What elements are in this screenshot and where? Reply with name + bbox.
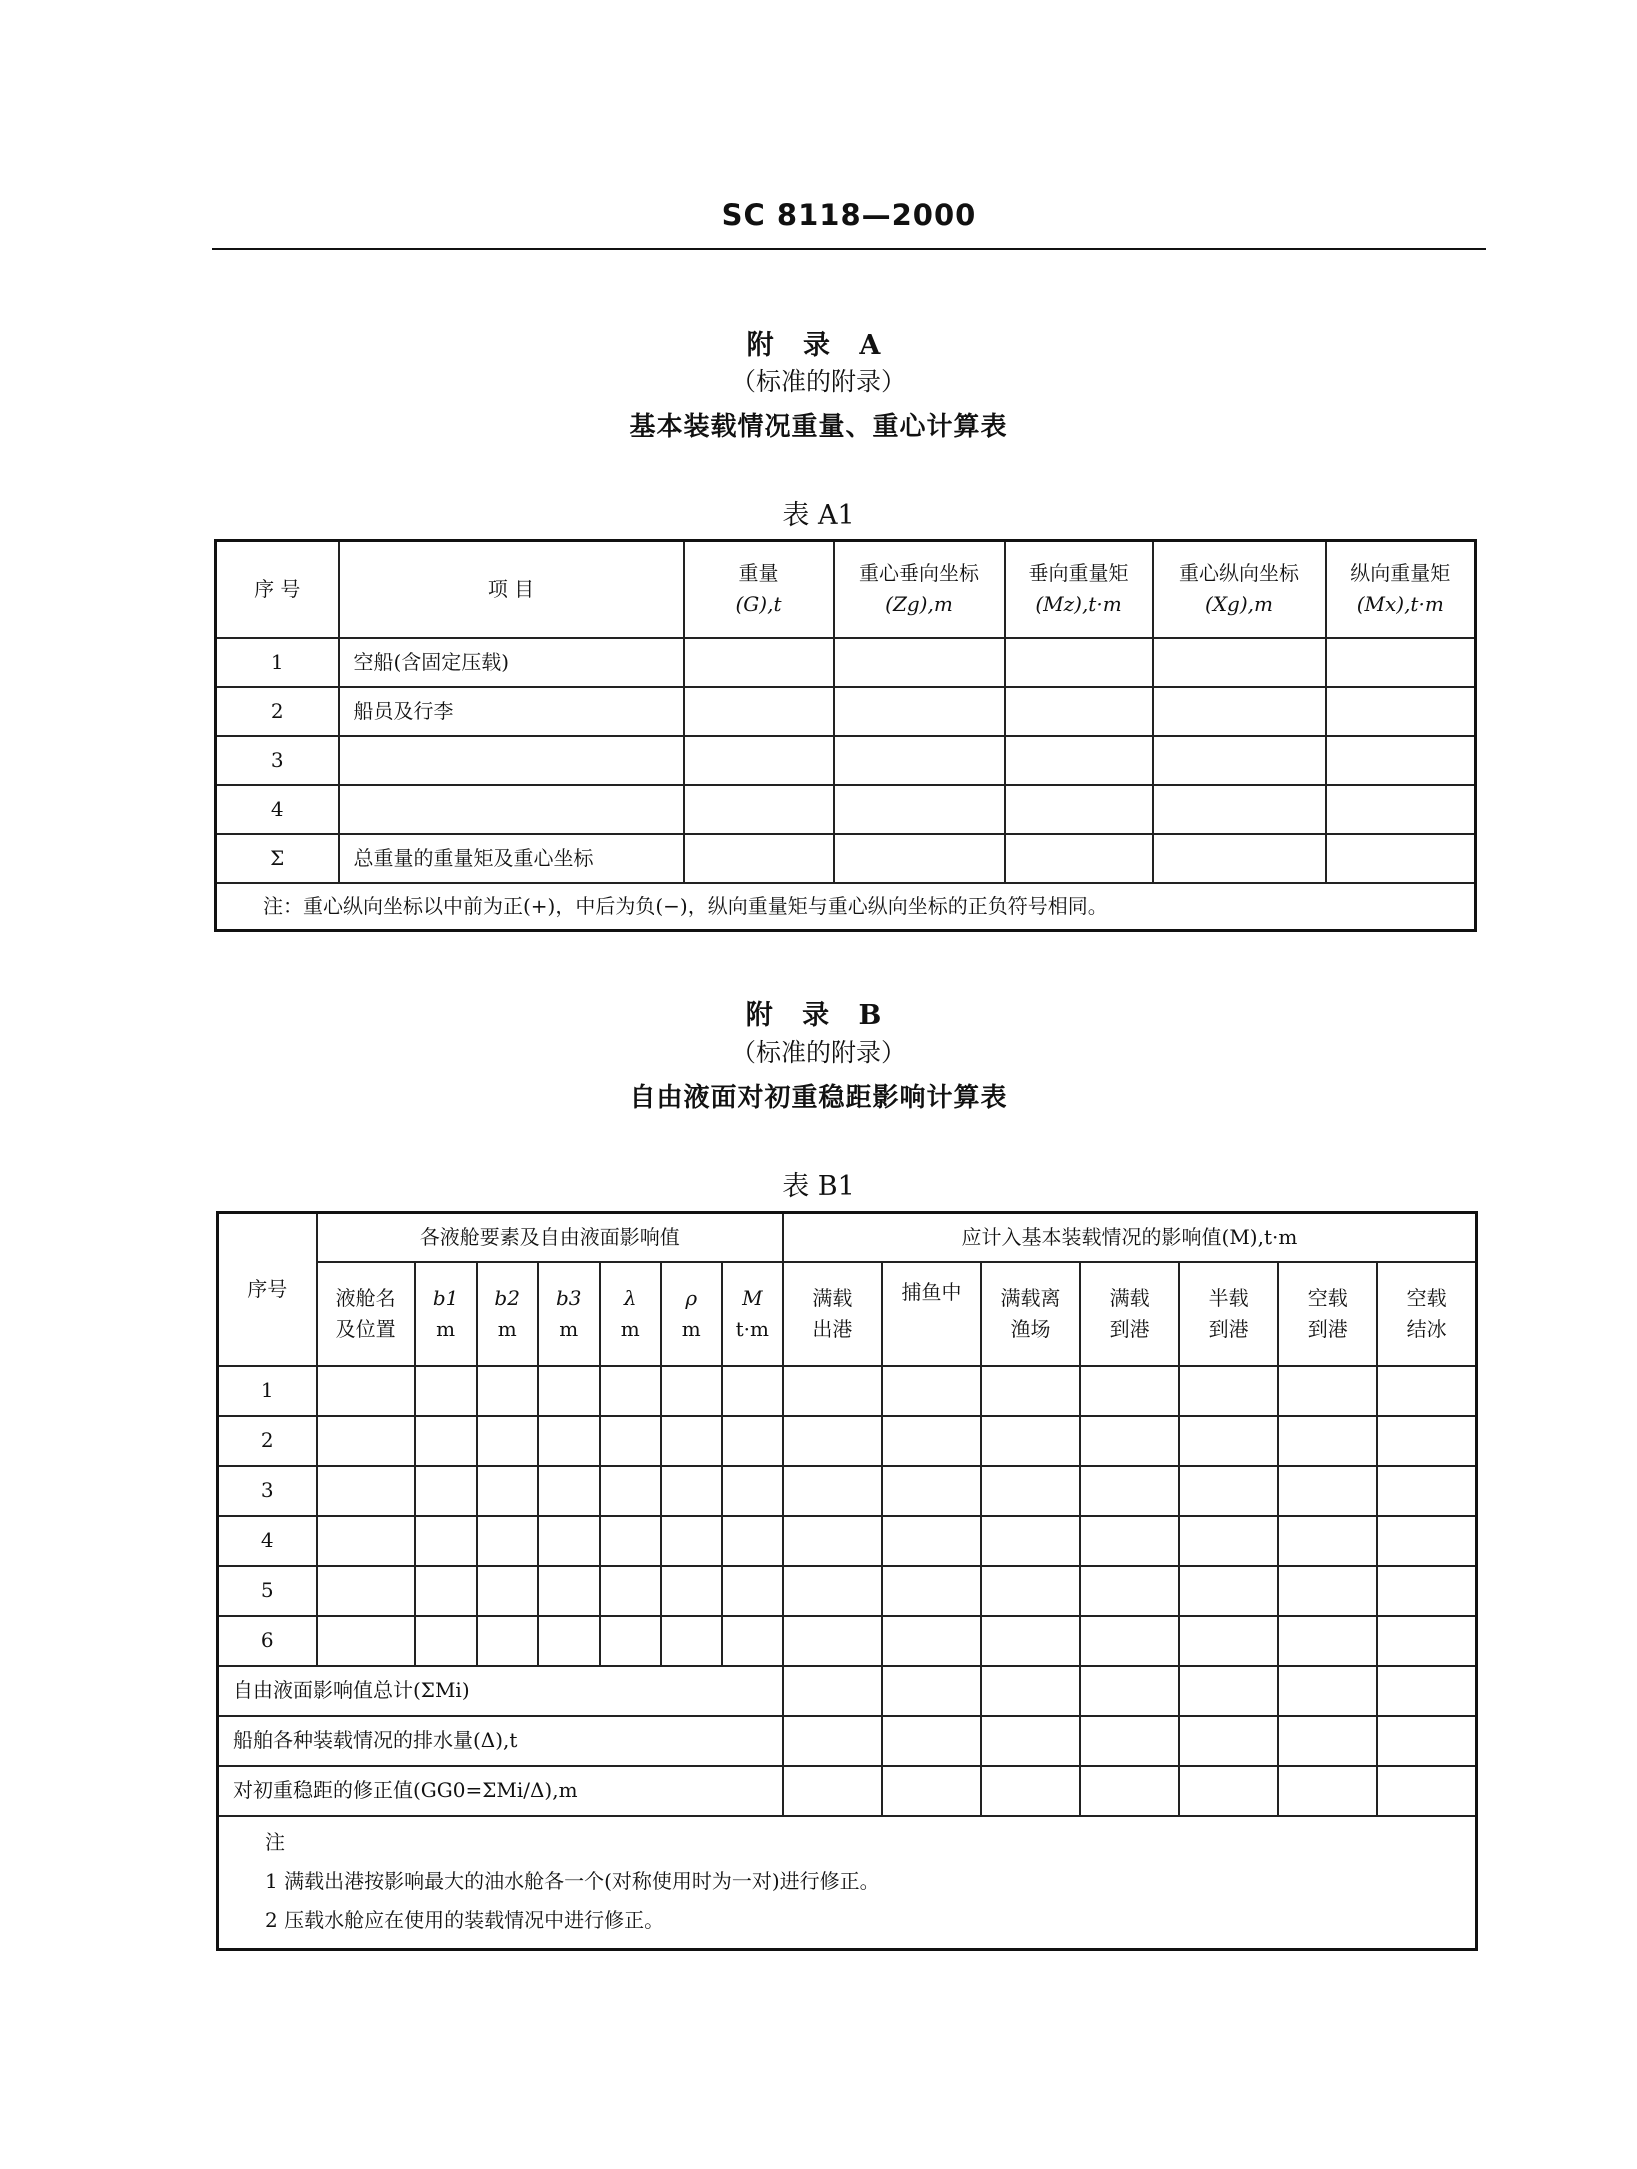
header-b2 (477, 1262, 538, 1366)
header-rho (661, 1262, 722, 1366)
header-condition (1080, 1262, 1179, 1366)
cell (538, 1516, 600, 1566)
summary-row (218, 1716, 1477, 1766)
cell (1278, 1516, 1377, 1566)
cell (1179, 1466, 1278, 1516)
cell (1080, 1766, 1179, 1816)
appendix-b-title: 自由液面对初重稳距影响计算表 (629, 1083, 1008, 1113)
row-seq: Σ (216, 834, 339, 883)
cell (1179, 1566, 1278, 1616)
appendix-b-subtitle: （标准的附录） (730, 1038, 906, 1067)
table-b1-group-header (218, 1213, 1477, 1262)
table-row (218, 1566, 1477, 1616)
cell (882, 1366, 981, 1416)
cell (1153, 638, 1326, 687)
cell (981, 1416, 1080, 1466)
header-rho-symbol: ρ (685, 1285, 698, 1310)
cell (882, 1766, 981, 1816)
cell (722, 1516, 783, 1566)
cell (882, 1566, 981, 1616)
cell (1278, 1366, 1377, 1416)
header-moment-symbol: M (742, 1285, 763, 1310)
header-vcg-label: 重心垂向坐标 (859, 561, 979, 586)
cell (415, 1466, 477, 1516)
row-seq: 2 (218, 1416, 317, 1466)
header-vcg (834, 541, 1005, 638)
cell (1153, 834, 1326, 883)
cell (1005, 834, 1153, 883)
header-lcg-label: 重心纵向坐标 (1179, 561, 1299, 586)
table-row (218, 1616, 1477, 1666)
cell (415, 1566, 477, 1616)
header-weight-unit: (G),t (735, 592, 782, 617)
cell (783, 1516, 882, 1566)
header-condition (783, 1262, 882, 1366)
cell (981, 1616, 1080, 1666)
table-row (216, 687, 1476, 736)
header-condition (1179, 1262, 1278, 1366)
row-seq: 4 (218, 1516, 317, 1566)
cell (882, 1466, 981, 1516)
cell (1080, 1716, 1179, 1766)
appendix-b-label: 附 录 B (745, 1000, 892, 1031)
header-b3 (538, 1262, 600, 1366)
table-row-total (216, 834, 1476, 883)
row-seq: 3 (216, 736, 339, 785)
cell (1179, 1716, 1278, 1766)
table-b1-body (218, 1366, 1477, 1666)
cell (981, 1366, 1080, 1416)
cell (1080, 1616, 1179, 1666)
cell (1080, 1466, 1179, 1516)
table-row (216, 638, 1476, 687)
table-a1-header-row (216, 541, 1476, 638)
cell (783, 1366, 882, 1416)
cell (684, 736, 834, 785)
cell (1153, 736, 1326, 785)
cell (783, 1466, 882, 1516)
cell (477, 1416, 538, 1466)
cell (1278, 1466, 1377, 1516)
cell (477, 1516, 538, 1566)
header-condition-line2: 渔场 (1010, 1316, 1051, 1341)
table-a1-note-row (216, 883, 1476, 931)
cell (661, 1516, 722, 1566)
header-longitudinal-moment (1326, 541, 1476, 638)
cell (1377, 1466, 1476, 1516)
header-tank (317, 1262, 415, 1366)
table-row (218, 1516, 1477, 1566)
cell (1005, 687, 1153, 736)
cell (834, 687, 1005, 736)
appendix-a-subtitle: （标准的附录） (730, 367, 906, 396)
header-weight-label: 重量 (738, 561, 779, 586)
header-b1-symbol: b1 (432, 1285, 459, 1310)
cell (477, 1566, 538, 1616)
cell (882, 1616, 981, 1666)
header-item: 项 目 (339, 541, 684, 638)
cell (1005, 638, 1153, 687)
summary-label: 对初重稳距的修正值(GG0=ΣMi/Δ),m (218, 1766, 783, 1816)
header-b2-unit: m (497, 1316, 517, 1341)
header-b3-unit: m (559, 1316, 579, 1341)
cell (722, 1366, 783, 1416)
header-vcg-unit: (Zg),m (885, 592, 953, 617)
cell (783, 1416, 882, 1466)
cell (1080, 1416, 1179, 1466)
header-b1-unit: m (436, 1316, 456, 1341)
row-seq: 1 (216, 638, 339, 687)
cell (1179, 1516, 1278, 1566)
header-condition-line1: 满载 (812, 1285, 853, 1310)
cell (317, 1566, 415, 1616)
header-weight (684, 541, 834, 638)
cell (538, 1466, 600, 1516)
header-seq: 序 号 (216, 541, 339, 638)
header-influence-group: 应计入基本装载情况的影响值(M),t·m (783, 1213, 1477, 1262)
table-row (216, 736, 1476, 785)
cell (1080, 1516, 1179, 1566)
header-condition (882, 1262, 981, 1366)
cell (538, 1416, 600, 1466)
table-b1-notes-row (218, 1816, 1477, 1950)
row-item: 空船(含固定压载) (339, 638, 684, 687)
header-tank-label2: 及位置 (335, 1316, 396, 1341)
row-seq: 1 (218, 1366, 317, 1416)
cell (1278, 1716, 1377, 1766)
summary-label: 船舶各种装载情况的排水量(Δ),t (218, 1716, 783, 1766)
cell (1179, 1366, 1278, 1416)
cell (684, 834, 834, 883)
header-condition (981, 1262, 1080, 1366)
row-item: 船员及行李 (339, 687, 684, 736)
table-a1-caption: 表 A1 (782, 500, 855, 531)
cell (1377, 1666, 1476, 1716)
cell (722, 1616, 783, 1666)
header-vertical-moment (1005, 541, 1153, 638)
header-condition-line2: 出港 (812, 1316, 853, 1341)
cell (684, 638, 834, 687)
page-header (212, 196, 1486, 250)
table-b1-notes (218, 1816, 1477, 1950)
cell (600, 1466, 661, 1516)
appendix-a-label: 附 录 A (746, 330, 891, 361)
cell (1377, 1766, 1476, 1816)
header-condition-line1: 满载 (1109, 1285, 1150, 1310)
header-rho-unit: m (681, 1316, 701, 1341)
table-a1 (214, 539, 1477, 932)
header-lambda (600, 1262, 661, 1366)
row-seq: 4 (216, 785, 339, 834)
header-b3-symbol: b3 (555, 1285, 582, 1310)
cell (1278, 1566, 1377, 1616)
cell (684, 785, 834, 834)
cell (684, 687, 834, 736)
cell (661, 1466, 722, 1516)
cell (415, 1416, 477, 1466)
header-longitudinal-moment-label: 纵向重量矩 (1350, 561, 1451, 586)
header-condition-line1: 半载 (1208, 1285, 1249, 1310)
cell (600, 1566, 661, 1616)
summary-label: 自由液面影响值总计(ΣMi) (218, 1666, 783, 1716)
cell (834, 834, 1005, 883)
standard-code: SC 8118—2000 (721, 198, 977, 232)
cell (783, 1616, 882, 1666)
cell (1179, 1416, 1278, 1466)
cell (1179, 1766, 1278, 1816)
cell (477, 1366, 538, 1416)
cell (981, 1766, 1080, 1816)
cell (981, 1516, 1080, 1566)
cell (1278, 1616, 1377, 1666)
cell (600, 1366, 661, 1416)
cell (834, 638, 1005, 687)
note-item: 2 压载水舱应在使用的装载情况中进行修正。 (265, 1907, 665, 1932)
cell (882, 1416, 981, 1466)
header-lambda-unit: m (620, 1316, 640, 1341)
header-condition-line2: 到港 (1208, 1316, 1249, 1341)
cell (981, 1716, 1080, 1766)
cell (415, 1616, 477, 1666)
header-condition-line2: 到港 (1307, 1316, 1348, 1341)
appendix-a-title: 基本装载情况重量、重心计算表 (629, 412, 1008, 442)
cell (1153, 687, 1326, 736)
cell (661, 1366, 722, 1416)
cell (783, 1716, 882, 1766)
cell (661, 1616, 722, 1666)
cell (1080, 1366, 1179, 1416)
cell (317, 1616, 415, 1666)
row-item: 总重量的重量矩及重心坐标 (339, 834, 684, 883)
cell (1326, 834, 1476, 883)
cell (600, 1516, 661, 1566)
cell (415, 1366, 477, 1416)
header-b2-symbol: b2 (494, 1285, 520, 1310)
summary-row (218, 1766, 1477, 1816)
header-seq: 序号 (218, 1213, 317, 1366)
row-seq: 5 (218, 1566, 317, 1616)
cell (882, 1716, 981, 1766)
cell (600, 1416, 661, 1466)
cell (1377, 1616, 1476, 1666)
cell (538, 1566, 600, 1616)
cell (661, 1416, 722, 1466)
cell (317, 1516, 415, 1566)
header-moment (722, 1262, 783, 1366)
header-tank-label: 液舱名 (335, 1285, 396, 1310)
header-condition (1278, 1262, 1377, 1366)
cell (415, 1516, 477, 1566)
cell (722, 1566, 783, 1616)
cell (1153, 785, 1326, 834)
header-vertical-moment-unit: (Mz),t·m (1035, 592, 1122, 617)
cell (783, 1766, 882, 1816)
table-b1-sub-header (218, 1262, 1477, 1366)
summary-row (218, 1666, 1477, 1716)
cell (1377, 1366, 1476, 1416)
row-item (339, 785, 684, 834)
header-b1 (415, 1262, 477, 1366)
header-moment-unit: t·m (735, 1316, 769, 1341)
header-condition-line2: 结冰 (1406, 1316, 1447, 1341)
table-row (218, 1416, 1477, 1466)
row-seq: 2 (216, 687, 339, 736)
cell (981, 1466, 1080, 1516)
cell (661, 1566, 722, 1616)
header-condition-line1: 捕鱼中 (901, 1279, 962, 1304)
table-row (216, 785, 1476, 834)
header-vertical-moment-label: 垂向重量矩 (1028, 561, 1129, 586)
table-row (218, 1466, 1477, 1516)
cell (317, 1366, 415, 1416)
note-item: 1 满载出港按影响最大的油水舱各一个(对称使用时为一对)进行修正。 (265, 1868, 880, 1893)
header-condition-line1: 满载离 (1000, 1285, 1061, 1310)
cell (1080, 1666, 1179, 1716)
cell (722, 1466, 783, 1516)
table-b1-caption: 表 B1 (782, 1171, 855, 1202)
cell (834, 736, 1005, 785)
cell (1179, 1666, 1278, 1716)
header-lambda-symbol: λ (623, 1285, 637, 1310)
cell (834, 785, 1005, 834)
table-a1-note: 注：重心纵向坐标以中前为正(+)，中后为负(−)，纵向重量矩与重心纵向坐标的正负符号相同。 (216, 883, 1476, 931)
cell (1326, 687, 1476, 736)
cell (317, 1416, 415, 1466)
cell (1377, 1716, 1476, 1766)
cell (1278, 1766, 1377, 1816)
table-row (218, 1366, 1477, 1416)
cell (317, 1466, 415, 1516)
cell (1326, 736, 1476, 785)
cell (1326, 638, 1476, 687)
header-lcg (1153, 541, 1326, 638)
header-tank-group: 各液舱要素及自由液面影响值 (317, 1213, 783, 1262)
cell (1377, 1566, 1476, 1616)
cell (783, 1566, 882, 1616)
cell (477, 1616, 538, 1666)
cell (1278, 1666, 1377, 1716)
row-item (339, 736, 684, 785)
cell (1326, 785, 1476, 834)
header-condition-line1: 空载 (1307, 1285, 1348, 1310)
cell (1005, 736, 1153, 785)
cell (477, 1466, 538, 1516)
cell (882, 1516, 981, 1566)
cell (1377, 1416, 1476, 1466)
cell (1080, 1566, 1179, 1616)
cell (1278, 1416, 1377, 1466)
cell (981, 1666, 1080, 1716)
cell (1377, 1516, 1476, 1566)
header-lcg-unit: (Xg),m (1205, 592, 1273, 617)
row-seq: 6 (218, 1616, 317, 1666)
notes-title: 注 (265, 1829, 285, 1854)
header-longitudinal-moment-unit: (Mx),t·m (1356, 592, 1444, 617)
cell (538, 1366, 600, 1416)
cell (981, 1566, 1080, 1616)
row-seq: 3 (218, 1466, 317, 1516)
cell (538, 1616, 600, 1666)
cell (783, 1666, 882, 1716)
header-condition-line1: 空载 (1406, 1285, 1447, 1310)
cell (1179, 1616, 1278, 1666)
table-b1 (216, 1211, 1478, 1951)
cell (882, 1666, 981, 1716)
cell (722, 1416, 783, 1466)
header-condition (1377, 1262, 1476, 1366)
header-condition-line2: 到港 (1109, 1316, 1150, 1341)
cell (1005, 785, 1153, 834)
cell (600, 1616, 661, 1666)
